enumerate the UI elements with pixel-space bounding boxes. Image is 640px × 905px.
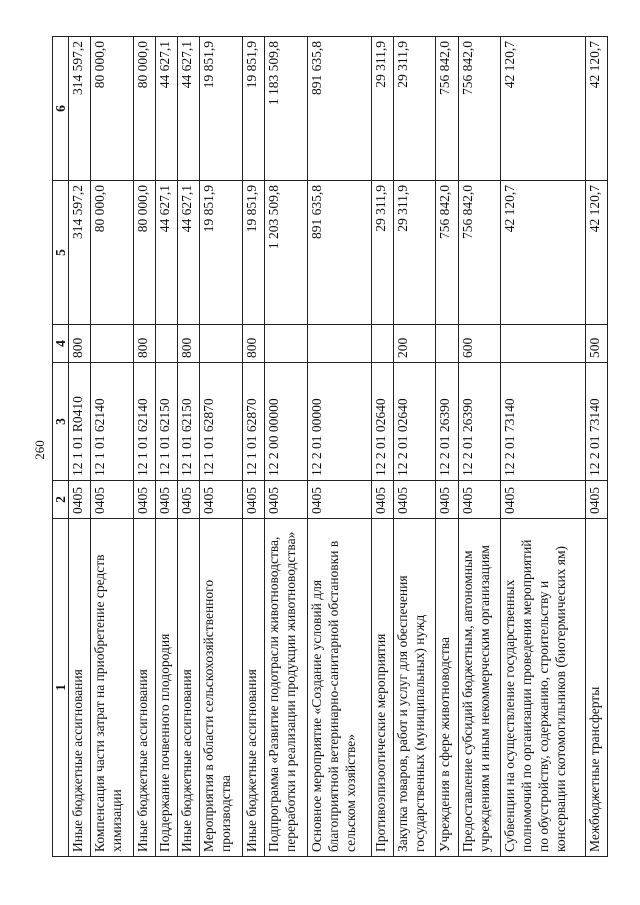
header-row <box>53 37 69 857</box>
expense-type-code <box>200 325 243 363</box>
section-code: 0405 <box>585 481 607 519</box>
target-article-code: 12 2 01 73140 <box>585 363 607 481</box>
section-code: 0405 <box>133 481 155 519</box>
table-row <box>393 37 436 857</box>
target-article-code: 12 2 01 00000 <box>307 363 371 481</box>
amount-year-2: 29 311,9 <box>371 37 393 181</box>
amount-year-2: 29 311,9 <box>393 37 436 181</box>
amount-year-2: 44 627,1 <box>155 37 177 181</box>
amount-year-1: 756 842,0 <box>458 181 501 325</box>
amount-year-1: 42 120,7 <box>585 181 607 325</box>
expense-type-code <box>264 325 307 363</box>
section-code: 0405 <box>501 481 586 519</box>
amount-year-2: 1 183 509,8 <box>264 37 307 181</box>
row-name: Основное мероприятие «Создание условий для благоприятной ветеринарно-санитарной обстановки в сельском хозяйстве» <box>307 519 371 857</box>
section-code: 0405 <box>393 481 436 519</box>
amount-year-2: 80 000,0 <box>133 37 155 181</box>
column-header: 5 <box>53 181 69 325</box>
target-article-code: 12 2 00 00000 <box>264 363 307 481</box>
row-name: Межбюджетные трансферты <box>585 519 607 857</box>
section-code: 0405 <box>458 481 501 519</box>
target-article-code: 12 2 01 02640 <box>371 363 393 481</box>
table-row <box>155 37 177 857</box>
row-name: Компенсация части затрат на приобретение средств химизации <box>91 519 134 857</box>
amount-year-1: 19 851,9 <box>200 181 243 325</box>
table-row <box>242 37 264 857</box>
column-header: 3 <box>53 363 69 481</box>
row-name: Противоэпизоотические мероприятия <box>371 519 393 857</box>
target-article-code: 12 1 01 R0410 <box>69 363 91 481</box>
budget-table <box>52 36 608 857</box>
amount-year-2: 756 842,0 <box>436 37 458 181</box>
expense-type-code <box>501 325 586 363</box>
table-row <box>371 37 393 857</box>
section-code: 0405 <box>200 481 243 519</box>
target-article-code: 12 1 01 62140 <box>133 363 155 481</box>
table-row <box>458 37 501 857</box>
amount-year-1: 29 311,9 <box>371 181 393 325</box>
amount-year-2: 19 851,9 <box>200 37 243 181</box>
target-article-code: 12 1 01 62140 <box>91 363 134 481</box>
rotated-page-content <box>52 37 608 857</box>
target-article-code: 12 1 01 62870 <box>200 363 243 481</box>
expense-type-code: 200 <box>393 325 436 363</box>
table-row <box>91 37 134 857</box>
table-row <box>436 37 458 857</box>
amount-year-2: 42 120,7 <box>585 37 607 181</box>
section-code: 0405 <box>155 481 177 519</box>
expense-type-code <box>436 325 458 363</box>
target-article-code: 12 2 01 26390 <box>436 363 458 481</box>
expense-type-code: 500 <box>585 325 607 363</box>
table-row <box>200 37 243 857</box>
column-header: 4 <box>53 325 69 363</box>
amount-year-1: 44 627,1 <box>178 181 200 325</box>
row-name: Иные бюджетные ассигнования <box>69 519 91 857</box>
section-code: 0405 <box>371 481 393 519</box>
target-article-code: 12 2 01 26390 <box>458 363 501 481</box>
section-code: 0405 <box>91 481 134 519</box>
target-article-code: 12 1 01 62150 <box>178 363 200 481</box>
target-article-code: 12 1 01 62870 <box>242 363 264 481</box>
section-code: 0405 <box>307 481 371 519</box>
row-name: Подпрограмма «Развитие подотрасли животноводства, переработки и реализации продукции животноводства» <box>264 519 307 857</box>
section-code: 0405 <box>178 481 200 519</box>
expense-type-code: 600 <box>458 325 501 363</box>
table-row <box>178 37 200 857</box>
row-name: Иные бюджетные ассигнования <box>178 519 200 857</box>
amount-year-1: 756 842,0 <box>436 181 458 325</box>
row-name: Поддержание почвенного плодородия <box>155 519 177 857</box>
row-name: Иные бюджетные ассигнования <box>242 519 264 857</box>
expense-type-code <box>371 325 393 363</box>
amount-year-2: 44 627,1 <box>178 37 200 181</box>
page-number: 260 <box>32 440 47 460</box>
column-header: 2 <box>53 481 69 519</box>
amount-year-1: 314 597,2 <box>69 181 91 325</box>
expense-type-code: 800 <box>242 325 264 363</box>
target-article-code: 12 2 01 73140 <box>501 363 586 481</box>
row-name: Иные бюджетные ассигнования <box>133 519 155 857</box>
expense-type-code: 800 <box>69 325 91 363</box>
amount-year-1: 80 000,0 <box>91 181 134 325</box>
section-code: 0405 <box>264 481 307 519</box>
amount-year-1: 29 311,9 <box>393 181 436 325</box>
amount-year-1: 80 000,0 <box>133 181 155 325</box>
section-code: 0405 <box>242 481 264 519</box>
table-row <box>585 37 607 857</box>
row-name: Учреждения в сфере животноводства <box>436 519 458 857</box>
amount-year-2: 19 851,9 <box>242 37 264 181</box>
amount-year-2: 891 635,8 <box>307 37 371 181</box>
section-code: 0405 <box>69 481 91 519</box>
expense-type-code: 800 <box>178 325 200 363</box>
expense-type-code <box>91 325 134 363</box>
row-name: Субвенции на осуществление государственных полномочий по организации проведения мероприятий по обустройству, содержанию, строительству и консервации скотомогильников (биотермических ям) <box>501 519 586 857</box>
target-article-code: 12 1 01 62150 <box>155 363 177 481</box>
amount-year-1: 42 120,7 <box>501 181 586 325</box>
target-article-code: 12 2 01 02640 <box>393 363 436 481</box>
expense-type-code <box>155 325 177 363</box>
table-row <box>133 37 155 857</box>
section-code: 0405 <box>436 481 458 519</box>
table-row <box>69 37 91 857</box>
amount-year-1: 891 635,8 <box>307 181 371 325</box>
table-row <box>264 37 307 857</box>
table-row <box>501 37 586 857</box>
amount-year-2: 80 000,0 <box>91 37 134 181</box>
column-header: 1 <box>53 519 69 857</box>
expense-type-code <box>307 325 371 363</box>
amount-year-2: 42 120,7 <box>501 37 586 181</box>
amount-year-1: 44 627,1 <box>155 181 177 325</box>
expense-type-code: 800 <box>133 325 155 363</box>
amount-year-1: 1 203 509,8 <box>264 181 307 325</box>
amount-year-1: 19 851,9 <box>242 181 264 325</box>
row-name: Закупка товаров, работ и услуг для обеспечения государственных (муниципальных) нужд <box>393 519 436 857</box>
amount-year-2: 314 597,2 <box>69 37 91 181</box>
row-name: Предоставление субсидий бюджетным, автономным учреждениям и иным некоммерческим организациям <box>458 519 501 857</box>
column-header: 6 <box>53 37 69 181</box>
amount-year-2: 756 842,0 <box>458 37 501 181</box>
row-name: Мероприятия в области сельскохозяйственного производства <box>200 519 243 857</box>
table-row <box>307 37 371 857</box>
